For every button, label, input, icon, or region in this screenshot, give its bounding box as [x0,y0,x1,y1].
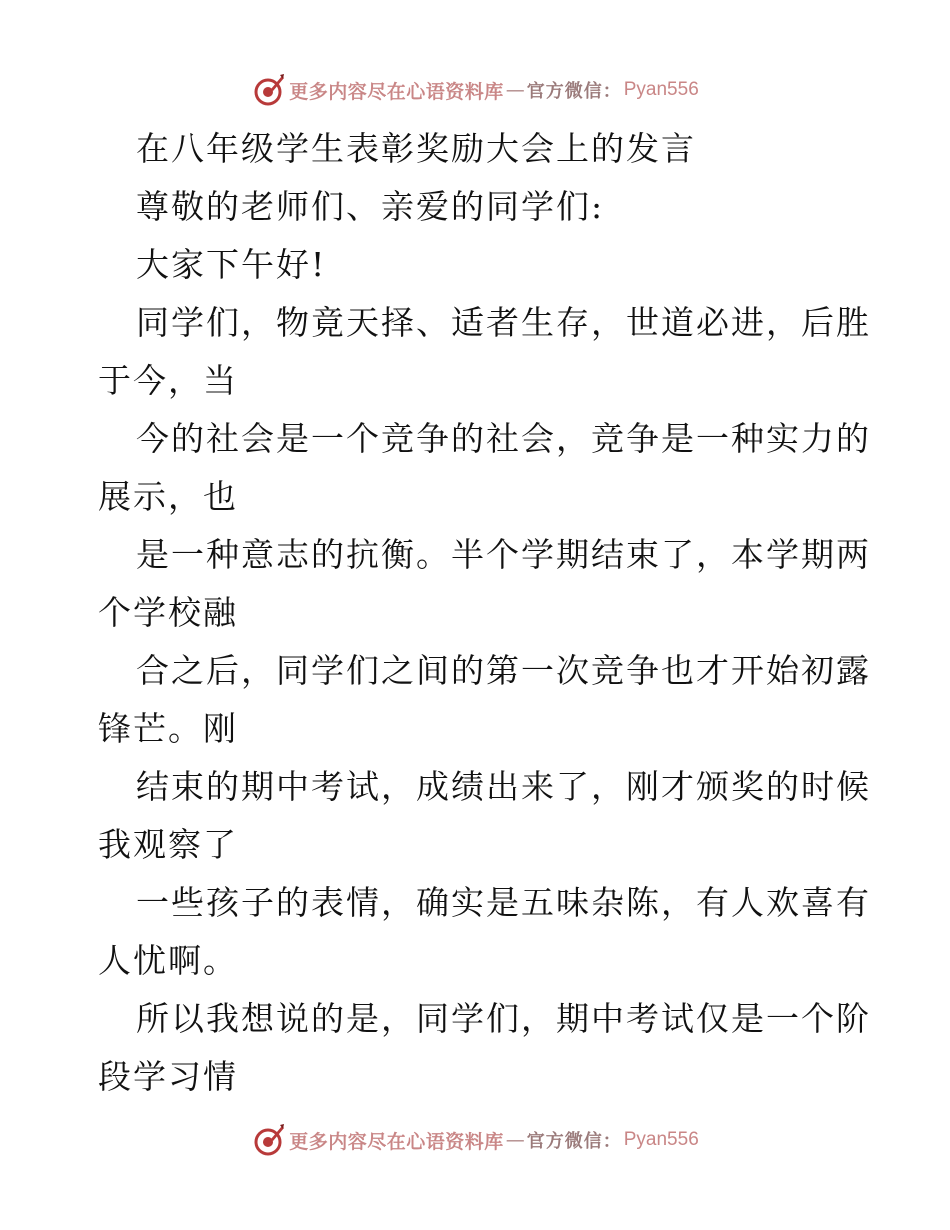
greeting-line: 大家下午好! [136,245,327,284]
paragraph-line: 是一种意志的抗衡。半个学期结束了，本学期两 [136,535,871,574]
footer-banner-content [251,1123,699,1157]
paragraph-line: 段学习情 [98,1057,238,1096]
paragraph-line: 于今，当 [98,361,238,400]
header-banner [0,70,950,110]
header-banner-text: 更多内容尽在心语资料库 [289,80,504,103]
quill-pen-logo-icon [251,73,285,107]
paragraph-line: 同学们，物竟天择、适者生存，世道必进，后胜 [136,303,871,342]
paragraph-line: 合之后，同学们之间的第一次竞争也才开始初露 [136,651,871,690]
paragraph-line: 锋芒。刚 [98,709,238,748]
document-body [98,120,871,1106]
paragraph-line: 展示，也 [98,477,238,516]
document-title: 在八年级学生表彰奖励大会上的发言 [136,129,696,168]
paragraph-line: 一些孩子的表情，确实是五味杂陈，有人欢喜有 [136,883,871,922]
quill-pen-logo-icon [251,1123,285,1157]
footer-wechat-label: 官方微信： [526,1131,622,1152]
footer-banner-text: 更多内容尽在心语资料库 [289,1130,504,1153]
footer-wechat-id: Pyan556 [623,1129,699,1150]
header-banner-content [251,73,699,107]
paragraph-line: 所以我想说的是，同学们，期中考试仅是一个阶 [136,999,871,1038]
footer-banner [0,1120,950,1160]
header-banner-dash: — [505,79,525,101]
salutation-line: 尊敬的老师们、亲爱的同学们: [136,187,605,226]
header-wechat-id: Pyan556 [623,79,699,100]
header-wechat-label: 官方微信： [526,81,622,102]
paragraph-line: 今的社会是一个竞争的社会，竞争是一种实力的 [136,419,871,458]
paragraph-line: 我观察了 [98,825,238,864]
paragraph-line: 个学校融 [98,593,238,632]
paragraph-line: 结束的期中考试，成绩出来了，刚才颁奖的时候 [136,767,871,806]
footer-banner-dash: — [505,1129,525,1151]
paragraph-line: 人忧啊。 [98,941,238,980]
